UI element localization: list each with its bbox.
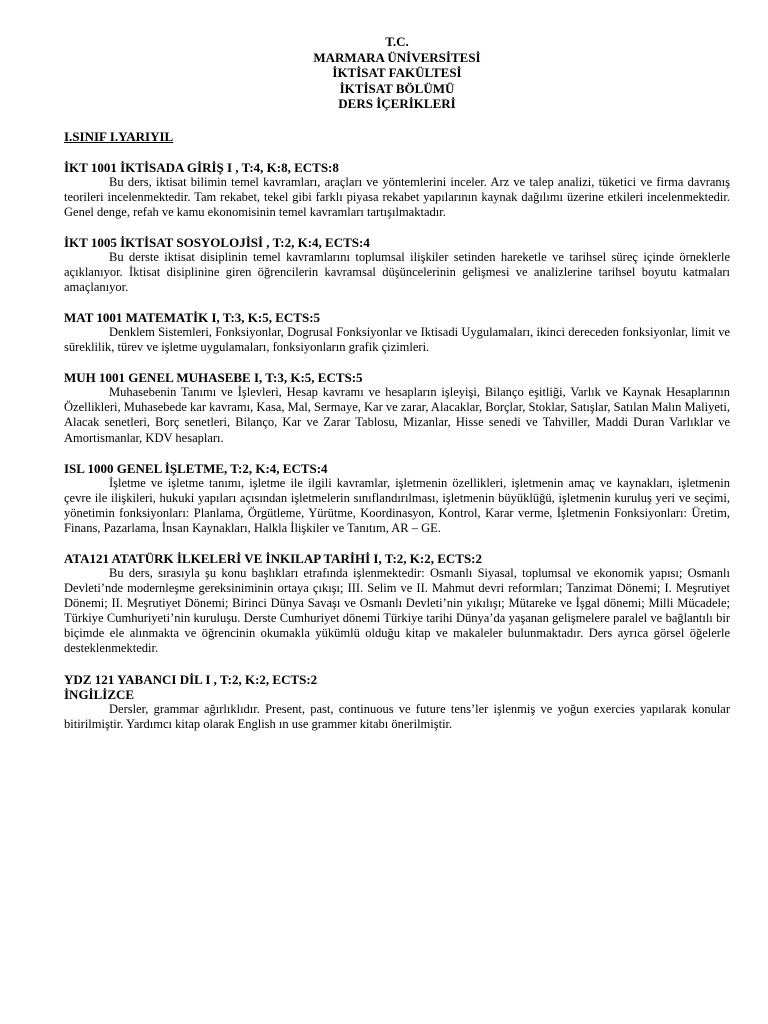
- course-ydz121: [64, 672, 730, 732]
- course-description: İşletme ve işletme tanımı, işletme ile ilgili kavramlar, işletmenin özellikleri, işletmenin amaç ve kaynakları, işletmenin çevre ile ilişkileri, hukuki yapıları açısından işletmelerin sınıflandırılması, işletmenin büyüklüğü, işletmenin kuruluş yeri ve seçimi, yönetimin fonksiyonları: Planlama, Örgütleme, Yürütme, Koordinasyon, Kontrol, Karar verme, İşletmenin Fonksiyonları: Üretim, Finans, Pazarlama, İnsan Kaynakları, Halkla İlişkiler ve Tanıtım, AR – GE.: [64, 475, 730, 535]
- course-ikt1001: [64, 160, 730, 220]
- course-ata121: [64, 551, 730, 657]
- course-description: Bu derste iktisat disiplinin temel kavramlarını toplumsal ilişkiler setinden hareketle ve tarihsel süreç içinde örneklerle açıklanıyor. İktisat disiplinine giren öğrencilerin kavramsal düşüncelerinin gelişmesi ve analizlerine tarihsel boyutu katmaları amaçlanıyor.: [64, 249, 730, 294]
- course-description: Dersler, grammar ağırlıklıdır. Present, past, continuous ve future tens’ler işlenmiş ve yoğun exercies yapılarak konular bitirilmiştir. Yardımcı kitap olarak English ın use grammer kitabı önerilmiştir.: [64, 701, 730, 731]
- course-title: İKT 1001 İKTİSADA GİRİŞ I , T:4, K:8, ECTS:8: [64, 159, 339, 175]
- course-title: ISL 1000 GENEL İŞLETME, T:2, K:4, ECTS:4: [64, 460, 328, 476]
- course-title: MUH 1001 GENEL MUHASEBE I, T:3, K:5, ECTS:5: [64, 370, 363, 386]
- course-subtitle: İNGİLİZCE: [64, 686, 135, 702]
- course-ikt1005: [64, 235, 730, 295]
- course-title: ATA121 ATATÜRK İLKELERİ VE İNKILAP TARİHİ I, T:2, K:2, ECTS:2: [64, 551, 483, 566]
- header-faculty: İKTİSAT FAKÜLTESİ: [332, 65, 462, 80]
- course-isl1000: [64, 461, 730, 536]
- semester-heading: I.SINIF I.YARIYIL: [64, 128, 174, 144]
- course-muh1001: [64, 370, 730, 445]
- course-description: Denklem Sistemleri, Fonksiyonlar, Dogrusal Fonksiyonlar ve Iktisadi Uygulamaları, ikinci dereceden fonksiyonlar, limit ve süreklilik, türev ve işletme uygulamaları, fonksiyonların grafik çizimleri.: [64, 325, 730, 355]
- header-doc-title: DERS İÇERİKLERİ: [338, 96, 456, 111]
- course-title: İKT 1005 İKTİSAT SOSYOLOJİSİ , T:2, K:4, ECTS:4: [64, 234, 370, 250]
- course-title: YDZ 121 YABANCI DİL I , T:2, K:2, ECTS:2: [64, 671, 318, 687]
- header-department: İKTİSAT BÖLÜMÜ: [339, 80, 455, 96]
- document-header: [64, 0, 730, 112]
- header-tc: T.C.: [385, 34, 409, 49]
- header-university: MARMARA ÜNİVERSİTESİ: [313, 49, 481, 65]
- course-description: Bu ders, sırasıyla şu konu başlıkları etrafında işlenmektedir: Osmanlı Siyasal, toplumsal ve ekonomik yapısı; Osmanlı Devleti’nde modernleşme gereksiniminin ortaya çıkışı; III. Selim ve II. Mahmut devri reformları; Tanzimat Dönemi; I. Meşrutiyet Dönemi; II. Meşrutiyet Dönemi; Birinci Dünya Savaşı ve Osmanlı Devleti’nin yıkılışı; Mütareke ve İşgal dönemi; Milli Mücadele; Türkiye Cumhuriyeti’nin kuruluşu. Derste Cumhuriyet dönemi Türkiye tarihi Dünya’da yaşanan gelişmelere paralel ve bağlantılı bir biçimde ele alınmakta ve öğrencinin okumakla yükümlü olduğu kitap ve makaleler bulunmaktadır. Ders ayrıca görsel öğelerle desteklenmektedir.: [64, 566, 730, 656]
- course-description: Muhasebenin Tanımı ve İşlevleri, Hesap kavramı ve hesapların işleyişi, Bilanço eşitliği, Varlık ve Kaynak Hesaplarının Özellikleri, Muhasebede kar kavramı, Kasa, Mal, Sermaye, Kar ve zarar, Alacaklar, Borçlar, Stoklar, Satışlar, Satılan Malın Maliyeti, Alacak senetleri, Borç senetleri, Bilanço, Kar ve Zarar Tablosu, Mizanlar, Hisse senedi ve Tahviller, Maddi Duran Varlıklar ve Amortismanlar, KDV hesapları.: [64, 385, 730, 445]
- course-title: MAT 1001 MATEMATİK I, T:3, K:5, ECTS:5: [64, 310, 321, 326]
- course-description: Bu ders, iktisat bilimin temel kavramları, araçları ve yöntemlerini inceler. Arz ve talep analizi, tüketici ve firma davranış teorileri incelenmektedir. Tam rekabet, tekel gibi farklı piyasa rekabet yapılarının kaynak dağılımı üzerine etkileri incelenmektedir. Genel denge, refah ve kamu ekonomisinin temel kavramları tartışılmaktadır.: [64, 174, 730, 219]
- course-mat1001: [64, 310, 730, 355]
